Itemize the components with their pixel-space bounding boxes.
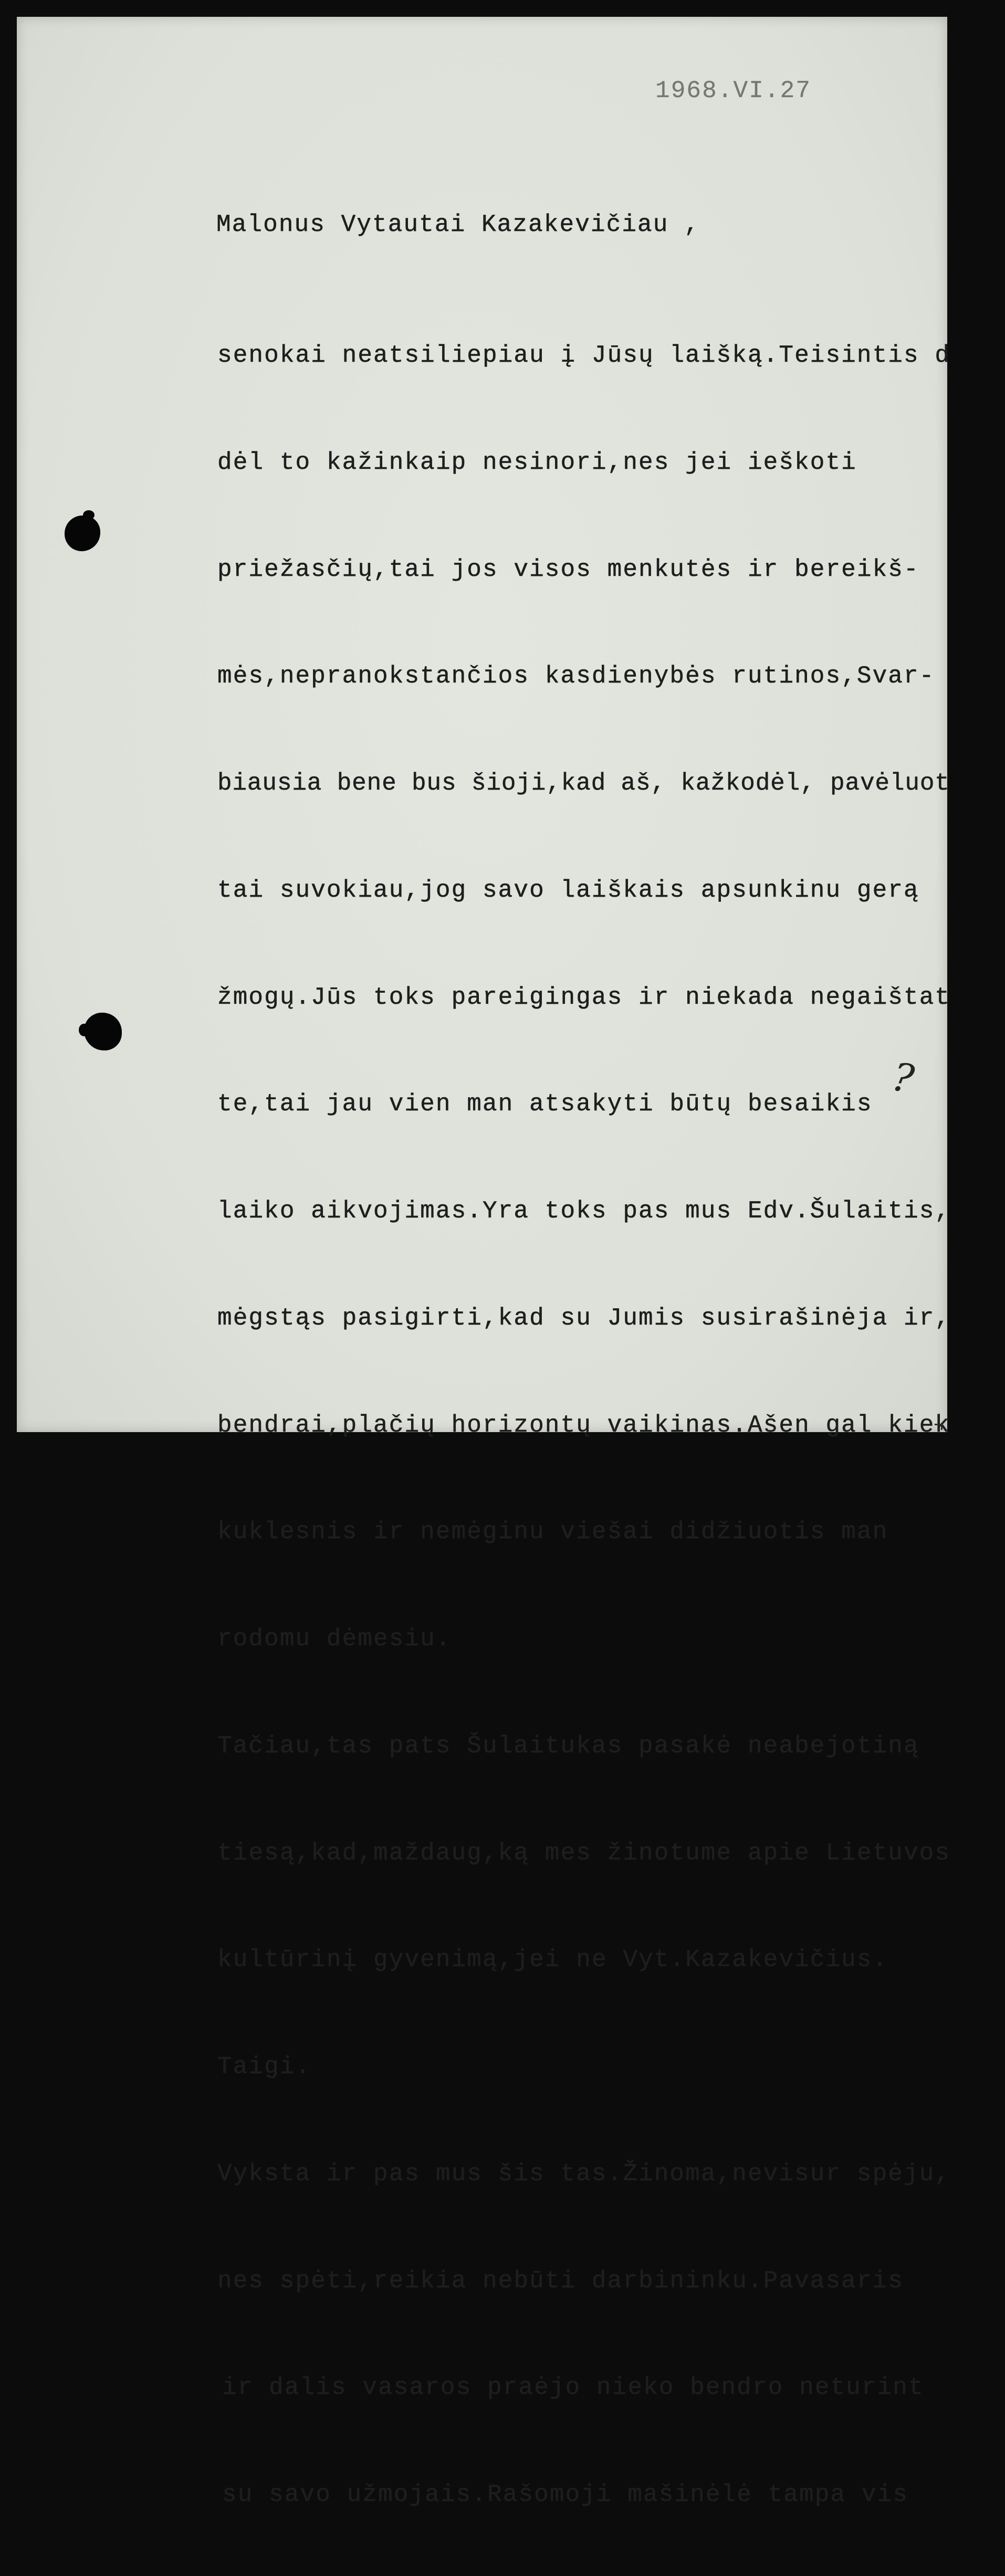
punch-hole (84, 1013, 122, 1050)
body-line: kultūrinį gyvenimą,jei ne Vyt.Kazakevičius. (217, 1946, 888, 1974)
body-line: nes spėti,reikia nebūti darbininku.Pavasaris (217, 2267, 904, 2295)
punch-hole-tear (83, 510, 95, 520)
body-line: Vyksta ir pas mus šis tas.Žinoma,nevisur spėju, (217, 2160, 951, 2188)
body-line: kuklesnis ir nemėginu viešai didžiuotis man (217, 1518, 888, 1546)
body-line: ir dalis vasaros praėjo nieko bendro neturint (222, 2374, 924, 2402)
body-line: tai suvokiau,jog savo laiškais apsunkinu gerą (217, 876, 919, 904)
body-line: Tačiau,tas pats Šulaitukas pasakė neabejotiną (217, 1732, 919, 1760)
body-line: priežasčių,tai jos visos menkutės ir bereikš- (217, 555, 919, 583)
corner-crop-mark (935, 1424, 943, 1430)
body-line: te,tai jau vien man atsakyti būtų besaikis (217, 1090, 873, 1118)
body-line: laiko aikvojimas.Yra toks pas mus Edv.Šulaitis, (217, 1197, 951, 1225)
punch-hole (65, 516, 100, 551)
body-line: mės,nepranokstančios kasdienybės rutinos,Svar- (217, 663, 935, 690)
body-line: dėl to kažinkaip nesinori,nes jei ieškoti (217, 448, 857, 476)
body-line: Taigi. (217, 2053, 311, 2080)
body-line: biausia bene bus šioji,kad aš, kažkodėl, pavėluot (217, 770, 950, 797)
body-line: rodomu dėmesiu. (217, 1625, 452, 1653)
body-line: tiesą,kad,maždaug,ką mes žinotume apie Lietuvos (217, 1839, 951, 1867)
handwritten-question-mark: ? (888, 1054, 917, 1102)
body-line: mėgstąs pasigirti,kad su Jumis susirašinėja ir, (217, 1304, 951, 1332)
body-line: bendrai,plačių horizontų vaikinas.Ašen gal kiek (217, 1411, 951, 1439)
body-line: su savo užmojais.Rašomoji mašinėlė tampa vis (222, 2481, 908, 2508)
letter-date: 1968.VI.27 (655, 77, 812, 104)
letter-body (217, 275, 1005, 2576)
letter-page (17, 17, 951, 2508)
punch-hole-tear (79, 1024, 89, 1036)
body-line: senokai neatsiliepiau į Jūsų laišką.Teisintis d (217, 342, 951, 369)
body-line: žmogų.Jūs toks pareigingas ir niekada negaištat (217, 983, 951, 1011)
salutation: Malonus Vytautai Kazakevičiau , (216, 211, 700, 238)
